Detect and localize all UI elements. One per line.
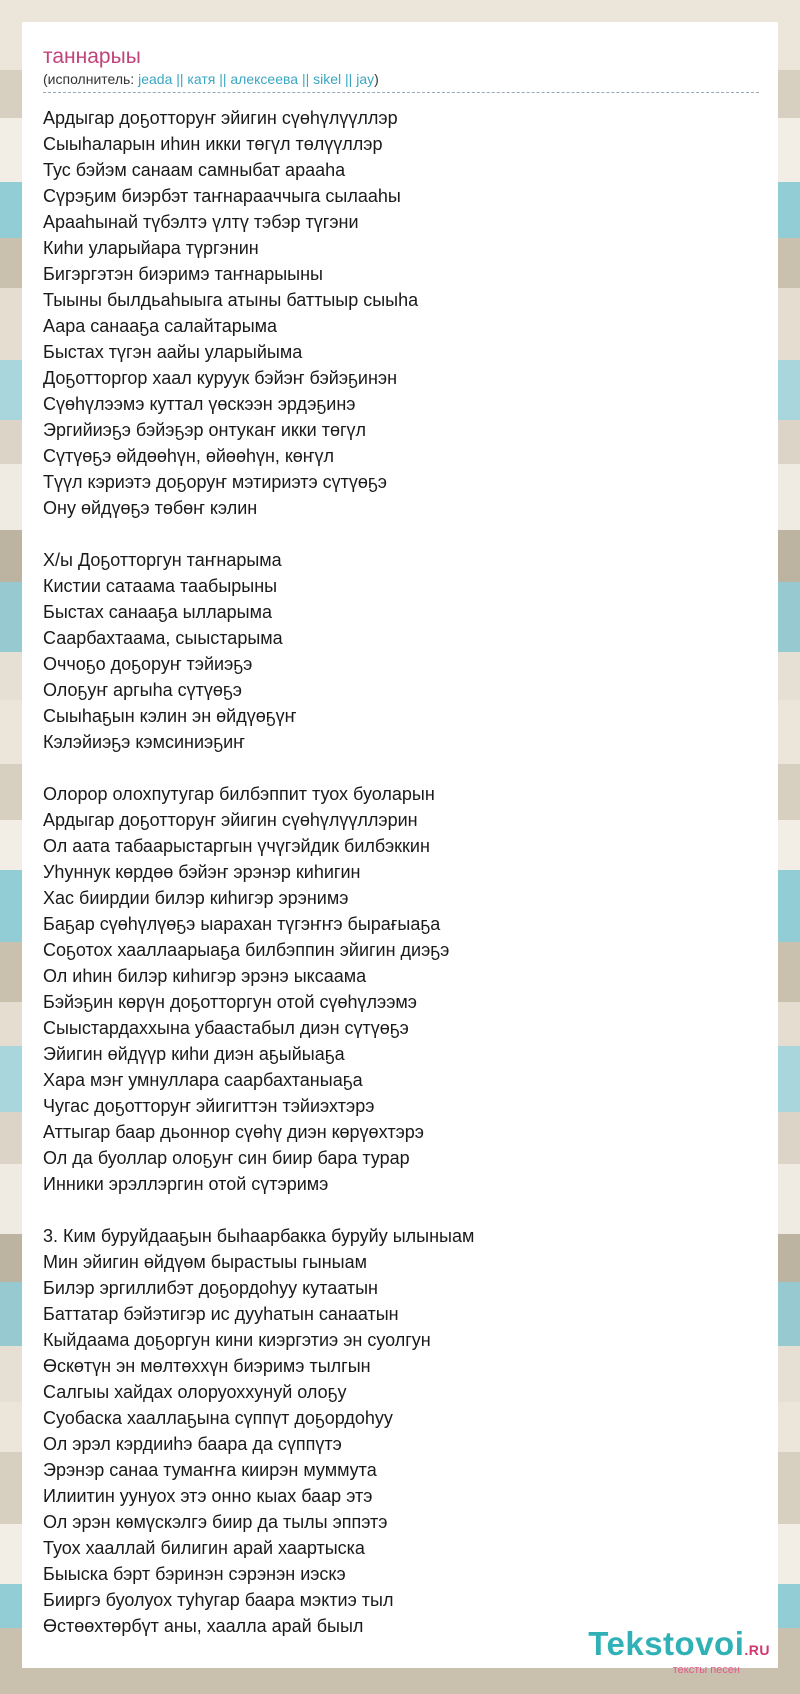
lyric-line: Эйигин өйдүүр киһи диэн аҕыйыаҕа [43,1044,345,1064]
lyric-line: Быстах түгэн аайы уларыйыма [43,342,303,362]
lyric-line: Соҕотох хааллаарыаҕа билбэппин эйигин диэҕэ [43,940,450,960]
performer-separator: || [176,71,184,87]
performer-suffix: ) [374,71,379,87]
performer-link[interactable]: jeada [138,71,173,87]
lyric-line: Ол аата табаарыстаргын үчүгэйдик билбэккин [43,836,430,856]
lyric-line: Ол эрэн көмүскэлгэ биир да тылы эппэтэ [43,1512,388,1532]
lyric-line: Сүрэҕим биэрбэт таҥнарааччыга сылааһы [43,186,401,206]
lyric-line: Сүөһүлээмэ куттал үөскээн эрдэҕинэ [43,394,356,414]
lyric-line: Түүл кэриэтэ доҕоруҥ мэтириэтэ сүтүөҕэ [43,472,387,492]
lyric-line: Эрэнэр санаа тумаҥҥа киирэн муммута [43,1460,377,1480]
stanza-break [43,755,758,781]
lyric-line: Арааһынай түбэлтэ үлтү тэбэр түгэни [43,212,359,232]
logo-tld: .RU [744,1642,770,1658]
lyric-line: Саарбахтаама, сыыстарыма [43,628,283,648]
lyric-line: Хара мэҥ умнуллара саарбахтаныаҕа [43,1070,363,1090]
lyric-line: Тус бэйэм санаам самныбат арааһа [43,160,346,180]
performer-link[interactable]: алексеева [230,71,299,87]
lyric-line: Сүтүөҕэ өйдөөһүн, өйөөһүн, көҥүл [43,446,334,466]
lyric-line: Х/ы Доҕотторгун таҥнарыма [43,550,282,570]
performer-separator: || [345,71,353,87]
performer-separator: || [219,71,227,87]
lyric-line: Кыйдаама доҕоргун кини киэргэтиэ эн суолгун [43,1330,431,1350]
lyric-line: Доҕотторгор хаал куруук бэйэҥ бэйэҕинэн [43,368,398,388]
lyric-line: Билэр эргиллибэт доҕордоһуу кутаатын [43,1278,378,1298]
performer-link[interactable]: катя [187,71,216,87]
performer-line [43,70,759,93]
lyric-line: Туох хааллай билигин арай хаартыска [43,1538,365,1558]
logo-wordmark: Tekstovoi [588,1625,745,1662]
logo-tagline: тексты песен [672,1664,740,1676]
lyric-line: Сыыстардаххына убаастабыл диэн сүтүөҕэ [43,1018,409,1038]
performer-prefix: (исполнитель: [43,71,139,87]
lyric-line: Инники эрэллэргин отой сүтэримэ [43,1174,329,1194]
lyric-line: Ардыгар доҕотторуҥ эйигин сүөһүлүүллэрин [43,810,418,830]
lyric-line: Бэйэҕин көрүн доҕотторгун отой сүөһүлээмэ [43,992,417,1012]
lyric-line: 3. Ким буруйдааҕын быһаарбакка буруйу ылыныам [43,1226,475,1246]
song-title: таннарыы [43,45,141,68]
lyric-line: Өскөтүн эн мөлтөххүн биэримэ тылгын [43,1356,371,1376]
lyric-line: Ардыгар доҕотторуҥ эйигин сүөһүлүүллэр [43,108,398,128]
performer-separator: || [301,71,310,87]
lyric-line: Аттыгар баар дьоннор сүөһү диэн көрүөхтэрэ [43,1122,424,1142]
lyric-line: Уһуннук көрдөө бэйэҥ эрэнэр киһигин [43,862,361,882]
lyric-line: Сыыһаларын иһин икки төгүл төлүүллэр [43,134,383,154]
lyric-line: Эргийиэҕэ бэйэҕэр онтукаҥ икки төгүл [43,420,367,440]
lyric-line: Олорор олохпутугар билбэппит туох буоларын [43,784,435,804]
lyric-line: Хас биирдии билэр киһигэр эрэнимэ [43,888,349,908]
lyric-line: Илиитин уунуох этэ онно кыах баар этэ [43,1486,373,1506]
lyric-line: Быстах санааҕа ылларыма [43,602,272,622]
lyric-line: Салгыы хайдах олоруоххунуй олоҕу [43,1382,347,1402]
lyric-line: Баҕар сүөһүлүөҕэ ыарахан түгэҥҥэ бырағыаҕа [43,914,441,934]
lyric-line: Чугас доҕотторуҥ эйигиттэн тэйиэхтэрэ [43,1096,375,1116]
lyric-line: Аара санааҕа салайтарыма [43,316,278,336]
lyric-line: Сыыһаҕын кэлин эн өйдүөҕүҥ [43,706,297,726]
lyric-line: Ол эрэл кэрдииһэ баара да сүппүтэ [43,1434,342,1454]
site-logo[interactable] [588,1625,770,1676]
stanza-break [43,521,758,547]
lyric-line: Олоҕуҥ аргыһа сүтүөҕэ [43,680,242,700]
lyric-line: Киһи уларыйара түргэнин [43,238,259,258]
lyric-line: Оччоҕо доҕоруҥ тэйиэҕэ [43,654,253,674]
lyric-line: Тыыны былдьаһыыга атыны баттыыр сыыһа [43,290,419,310]
lyric-line: Бииргэ буолуох туһугар баара мэктиэ тыл [43,1590,394,1610]
lyric-line: Өстөөхтөрбүт аны, хаалла арай быыл [43,1616,364,1636]
lyric-line: Кэлэйиэҕэ кэмсиниэҕиҥ [43,732,245,752]
lyric-line: Суобаска хааллаҕына сүппүт доҕордоһуу [43,1408,393,1428]
lyrics-text [43,105,758,1639]
lyric-line: Баттатар бэйэтигэр ис дууһатын санаатын [43,1304,399,1324]
lyric-line: Ону өйдүөҕэ төбөҥ кэлин [43,498,258,518]
lyric-line: Ол да буоллар олоҕуҥ син биир бара турар [43,1148,410,1168]
stanza-break [43,1197,758,1223]
lyrics-card [22,22,778,1668]
performer-link[interactable]: sikel [313,71,342,87]
lyric-line: Ол иһин билэр киһигэр эрэнэ ыксаама [43,966,367,986]
lyric-line: Бигэргэтэн биэримэ таҥнарыыны [43,264,323,284]
lyric-line: Быыска бэрт бэринэн сэрэнэн иэскэ [43,1564,346,1584]
lyric-line: Кистии сатаама таабырыны [43,576,278,596]
lyric-line: Мин эйигин өйдүөм бырастыы гыныам [43,1252,367,1272]
performer-link[interactable]: jay [356,71,375,87]
